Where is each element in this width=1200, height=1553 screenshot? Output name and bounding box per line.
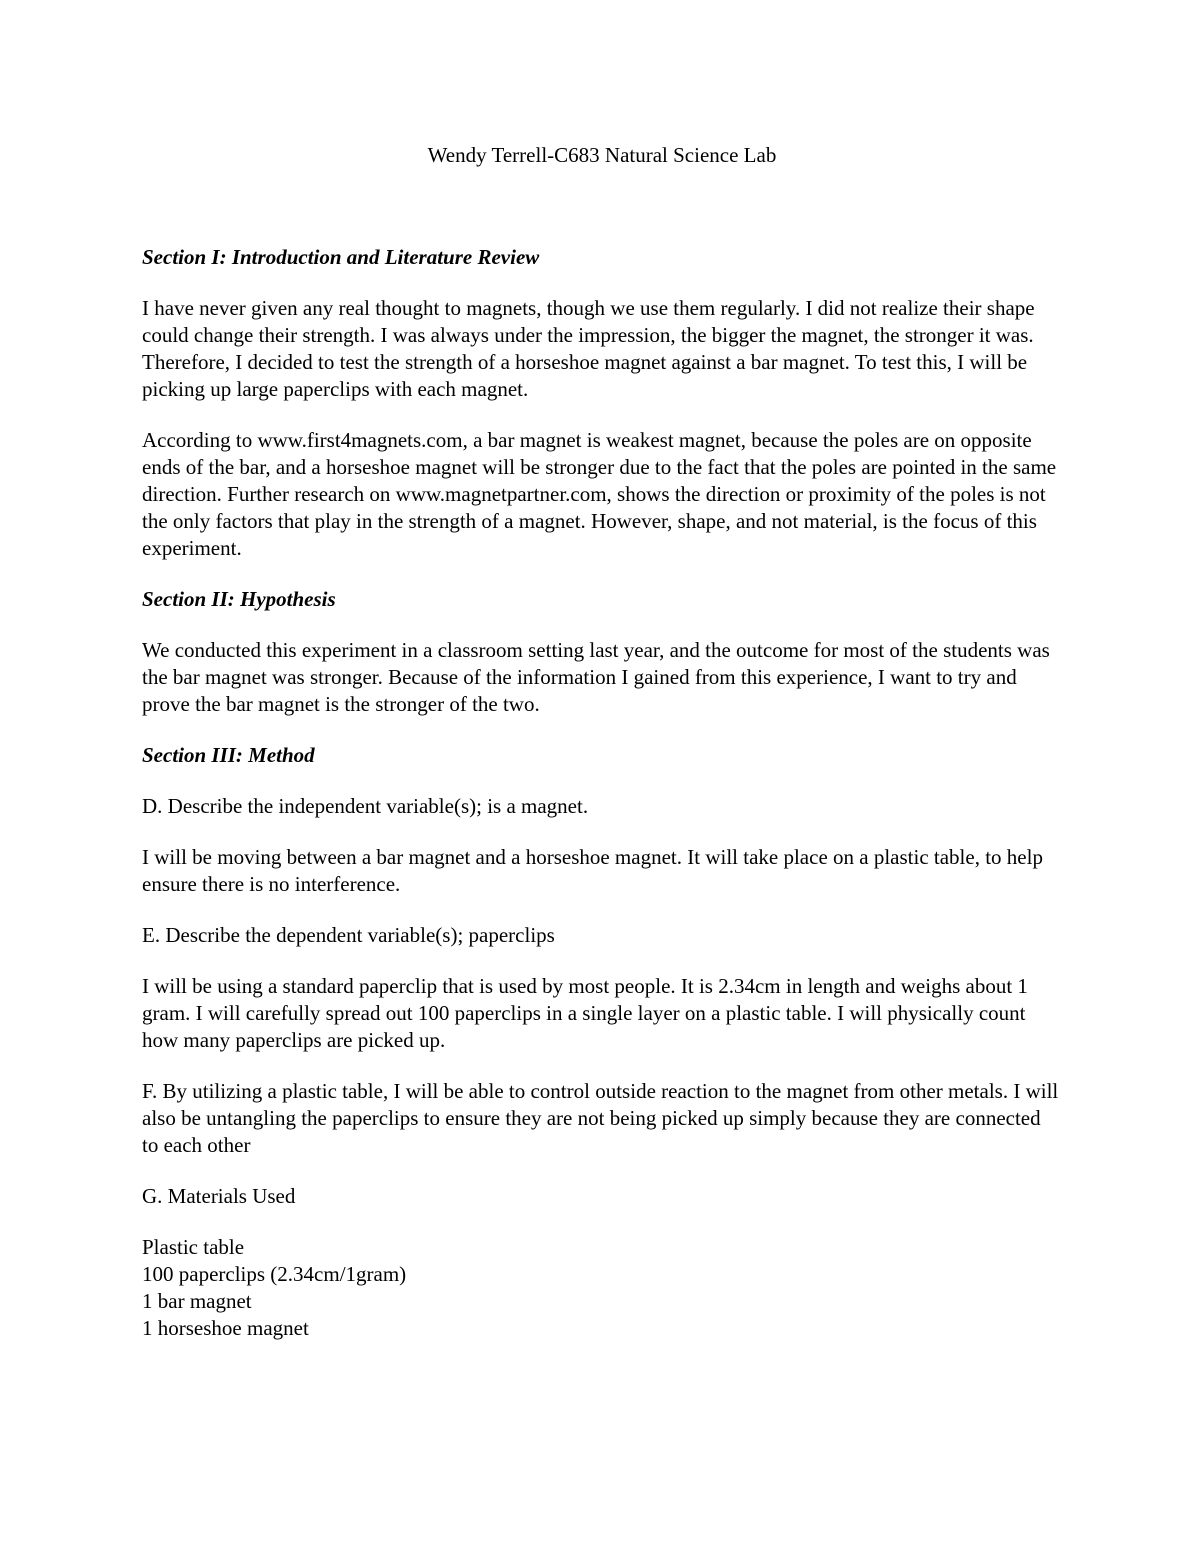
section-2-paragraph-1: We conducted this experiment in a classroom setting last year, and the outcome for most of the students was the bar magnet was stronger. Because of the information I gained from this experience, I want to try and prove the bar magnet is the stronger of the two. — [142, 638, 1050, 716]
method-paragraph-f: F. By utilizing a plastic table, I will be able to control outside reaction to the magnet from other metals. I will also be untangling the paperclips to ensure they are not being picked up simply because they are connected to each other — [142, 1079, 1059, 1157]
materials-item: Plastic table — [142, 1235, 245, 1259]
method-paragraph-e: I will be using a standard paperclip that is used by most people. It is 2.34cm in length and weighs about 1 gram. I will carefully spread out 100 paperclips in a single layer on a plastic table. I will physically count how many paperclips are picked up. — [142, 974, 1028, 1052]
section-3-heading: Section III: Method — [142, 743, 315, 767]
materials-list — [142, 1234, 1062, 1342]
materials-item: 1 bar magnet — [142, 1289, 252, 1313]
materials-item: 100 paperclips (2.34cm/1gram) — [142, 1262, 407, 1286]
document-title: Wendy Terrell-C683 Natural Science Lab — [427, 143, 777, 167]
materials-item: 1 horseshoe magnet — [142, 1316, 309, 1340]
section-1-paragraph-2: According to www.first4magnets.com, a bar magnet is weakest magnet, because the poles are on opposite ends of the bar, and a horseshoe magnet will be stronger due to the fact that the poles are pointed in the same direction. Further research on www.magnetpartner.com, shows the direction or proximity of the poles is not the only factors that play in the strength of a magnet. However, shape, and not material, is the focus of this experiment. — [142, 428, 1057, 560]
section-1-heading: Section I: Introduction and Literature Review — [142, 245, 540, 269]
method-paragraph-d: I will be moving between a bar magnet and a horseshoe magnet. It will take place on a plastic table, to help ensure there is no interference. — [142, 845, 1043, 896]
method-item-d: D. Describe the independent variable(s); is a magnet. — [142, 794, 589, 818]
document-content — [142, 142, 1062, 1342]
method-item-g: G. Materials Used — [142, 1184, 296, 1208]
section-2-heading: Section II: Hypothesis — [142, 587, 336, 611]
section-1-paragraph-1: I have never given any real thought to magnets, though we use them regularly. I did not realize their shape could change their strength. I was always under the impression, the bigger the magnet, the stronger it was. Therefore, I decided to test the strength of a horseshoe magnet against a bar magnet. To test this, I will be picking up large paperclips with each magnet. — [142, 296, 1035, 401]
method-item-e: E. Describe the dependent variable(s); paperclips — [142, 923, 555, 947]
